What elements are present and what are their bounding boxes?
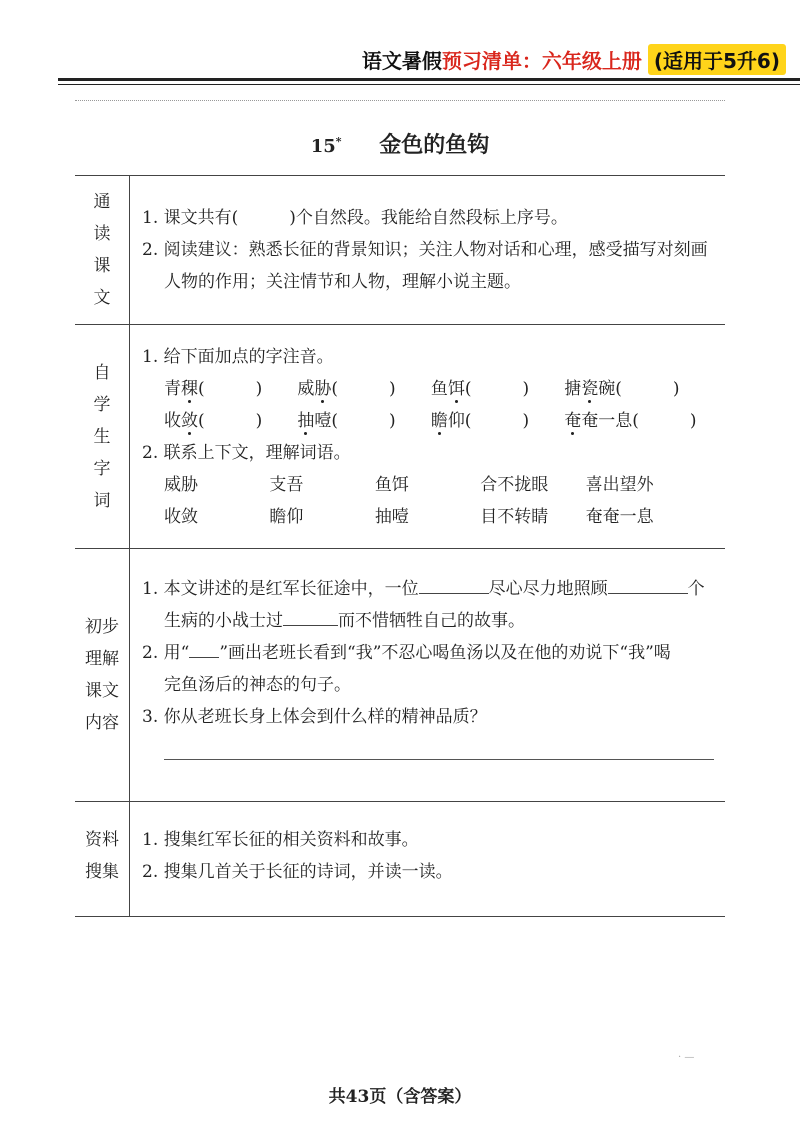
pinyin-row — [142, 373, 717, 405]
pinyin-item: 奄奄一息( ) — [564, 411, 697, 431]
pinyin-item: 收敛( ) — [164, 411, 263, 431]
page-footer: 共43页（含答案） — [328, 1087, 472, 1107]
word-row — [142, 469, 717, 501]
corner-mark: · — — [678, 1052, 695, 1063]
dotted-divider — [75, 100, 725, 101]
fill-blank[interactable] — [419, 575, 489, 594]
header-rule-thin — [58, 84, 800, 85]
pinyin-item: 鱼饵( ) — [430, 379, 530, 399]
task-line: 2. 搜集几首关于长征的诗词，并读一读。 — [142, 862, 453, 882]
vocab-word: 鱼饵 — [374, 475, 409, 495]
section-label: 通 读 课 文 — [75, 176, 130, 324]
vocab-word: 喜出望外 — [585, 475, 654, 495]
section-self-study-words — [75, 325, 725, 549]
fill-blank[interactable] — [283, 607, 338, 626]
instruction-line: 2. 阅读建议：熟悉长征的背景知识；关注人物对话和心理，感受描写对刻画 — [142, 240, 708, 260]
question-line: 3. 你从老班长身上体会到什么样的精神品质？ — [142, 707, 487, 727]
section-material-collection — [75, 802, 725, 917]
pinyin-item: 青稞( ) — [164, 379, 263, 399]
vocab-word: 威胁 — [164, 475, 198, 495]
vocab-word: 奄奄一息 — [585, 507, 654, 527]
vocab-word: 收敛 — [164, 507, 198, 527]
section-understand-content — [75, 549, 725, 802]
header-rule-thick — [58, 78, 800, 81]
vocab-word: 支吾 — [269, 475, 304, 495]
vocab-word: 抽噎 — [374, 507, 409, 527]
page-header — [362, 44, 786, 75]
word-row — [142, 501, 717, 533]
answer-line[interactable] — [164, 739, 714, 760]
pinyin-item: 搪瓷碗( ) — [564, 379, 680, 399]
instruction-line: 人物的作用；关注情节和人物，理解小说主题。 — [164, 272, 521, 292]
lesson-number: 15* — [310, 135, 342, 157]
task-line: 1. 搜集红军长征的相关资料和故事。 — [142, 830, 419, 850]
section-read-text — [75, 176, 725, 325]
question-line: 完鱼汤后的神态的句子。 — [164, 675, 351, 695]
header-title-red: 预习清单：六年级上册 — [441, 49, 642, 73]
lesson-title — [0, 128, 800, 159]
vocab-word: 目不转睛 — [480, 507, 549, 527]
underline-sample — [189, 639, 219, 658]
pinyin-row — [142, 405, 717, 437]
lesson-name: 金色的鱼钩 — [379, 132, 490, 158]
header-title-black: 语文暑假 — [361, 49, 442, 73]
pinyin-item: 抽噎( ) — [297, 411, 396, 431]
instruction-line: 1. 课文共有( )个自然段。我能给自然段标上序号。 — [142, 208, 568, 228]
section-label: 初步 理解 课文 内容 — [75, 549, 130, 801]
question-line: 2. 联系上下文，理解词语。 — [142, 443, 351, 463]
question-line: 2. 用“ ”画出老班长看到“我”不忍心喝鱼汤以及在他的劝说下“我”喝 — [142, 637, 717, 669]
fill-blank[interactable] — [608, 575, 688, 594]
question-line: 1. 给下面加点的字注音。 — [142, 347, 334, 367]
section-label: 自 学 生 字 词 — [75, 325, 130, 548]
question-line: 1. 本文讲述的是红军长征途中，一位 尽心尽力地照顾 个 — [142, 573, 717, 605]
question-line: 生病的小战士过 而不惜牺牲自己的故事。 — [142, 605, 717, 637]
study-table — [75, 175, 725, 917]
pinyin-item: 瞻仰( ) — [430, 411, 530, 431]
section-label: 资料 搜集 — [75, 802, 130, 916]
vocab-word: 合不拢眼 — [480, 475, 549, 495]
vocab-word: 瞻仰 — [269, 507, 304, 527]
pinyin-item: 威胁( ) — [297, 379, 396, 399]
header-grade-badge: (适用于5升6) — [648, 44, 786, 75]
